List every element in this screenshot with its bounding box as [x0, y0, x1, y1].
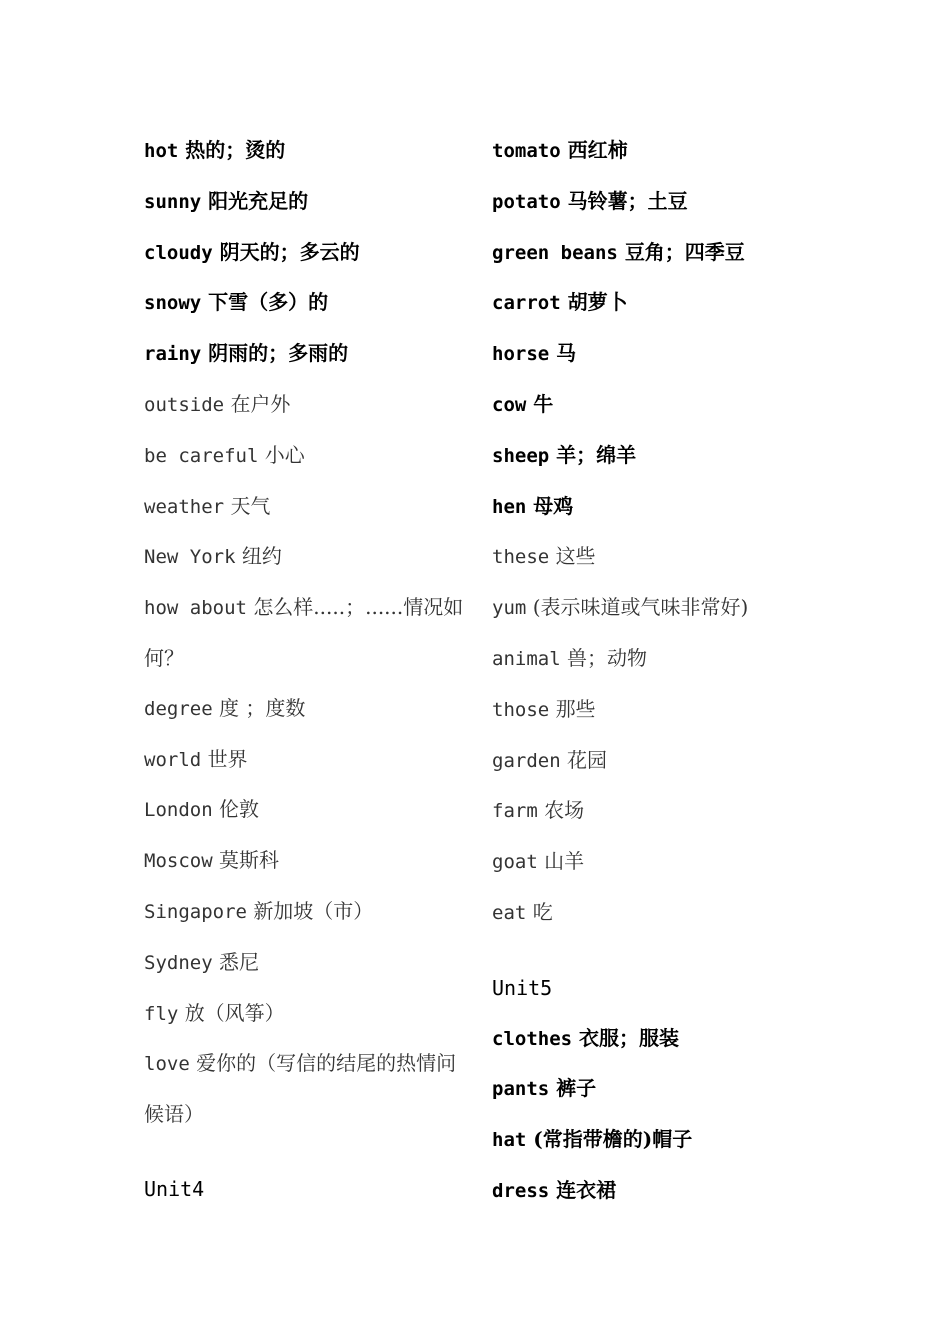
entry-english: snowy [144, 292, 202, 315]
entry-english: be careful [144, 444, 259, 467]
entry-chinese: 阴天的；多云的 [219, 239, 360, 264]
entry-english: garden [492, 749, 561, 772]
vocab-entry [144, 938, 474, 989]
entry-english: weather [144, 495, 225, 518]
entry-chinese: 世界 [207, 746, 248, 771]
entry-chinese: 吃 [532, 899, 553, 924]
vocab-entry [144, 532, 474, 583]
entry-english: New York [144, 546, 236, 569]
entry-chinese: 衣服；服装 [579, 1025, 680, 1050]
entry-chinese: 那些 [555, 696, 596, 721]
entry-english: yum [492, 597, 527, 620]
entry-chinese: 马 [556, 341, 577, 366]
entry-english: Sydney [144, 951, 213, 974]
vocab-entry [492, 329, 822, 380]
entry-chinese: 阴雨的；多雨的 [208, 341, 349, 366]
entry-english: degree [144, 697, 213, 720]
entry-chinese: 天气 [230, 493, 271, 518]
entry-chinese: 羊；绵羊 [556, 442, 637, 467]
entry-chinese: 裤子 [556, 1076, 597, 1101]
entry-chinese: 马铃薯；土豆 [567, 188, 688, 213]
entry-english: green beans [492, 241, 618, 264]
vocab-entry [144, 228, 474, 279]
entry-english: horse [492, 343, 550, 366]
entry-chinese: 在户外 [230, 391, 291, 416]
vocab-entry [144, 329, 474, 380]
entry-english: carrot [492, 292, 561, 315]
entry-english: love [144, 1053, 190, 1076]
entry-english: outside [144, 393, 225, 416]
vocab-entry [492, 1115, 822, 1166]
entry-chinese: 放（风筝） [184, 1000, 285, 1025]
entry-chinese: (常指带檐的)帽子 [533, 1127, 693, 1152]
vocab-entry [492, 837, 822, 888]
vocab-entry [144, 177, 474, 228]
entry-chinese: 新加坡（市） [253, 898, 374, 923]
vocab-entry [144, 126, 474, 177]
entry-chinese: 牛 [533, 391, 554, 416]
entry-english: these [492, 546, 550, 569]
vocab-entry [492, 380, 822, 431]
entry-chinese: 母鸡 [533, 493, 574, 518]
entry-chinese: 小心 [264, 442, 305, 467]
vocab-entry [144, 1039, 474, 1140]
entry-english: world [144, 748, 202, 771]
entry-english: sunny [144, 190, 202, 213]
entry-english: potato [492, 190, 561, 213]
entry-chinese: 怎么样.....；......情况如何？ [144, 595, 464, 670]
entry-chinese: 兽；动物 [567, 645, 647, 670]
vocab-entry [492, 126, 822, 177]
entry-english: tomato [492, 140, 561, 162]
vocab-entry [144, 380, 474, 431]
vocab-entry [492, 786, 822, 837]
entry-chinese: 纽约 [241, 544, 282, 569]
entry-chinese: 连衣裙 [556, 1177, 617, 1202]
vocab-entry [492, 1014, 822, 1065]
entry-english: cloudy [144, 241, 213, 264]
entry-chinese: 豆角；四季豆 [624, 239, 745, 264]
vocab-entry [144, 684, 474, 735]
entry-chinese: 胡萝卜 [567, 290, 628, 315]
unit-heading: Unit4 [144, 1176, 205, 1201]
entry-english: hat [492, 1129, 527, 1152]
vocab-entry [144, 887, 474, 938]
vocab-entry [144, 482, 474, 533]
entry-chinese: 度 ；度数 [219, 695, 306, 720]
entry-english: fly [144, 1002, 179, 1025]
entry-english: hen [492, 495, 527, 518]
vocab-entry [492, 532, 822, 583]
entry-english: clothes [492, 1027, 573, 1050]
entry-chinese: 下雪（多）的 [208, 290, 329, 315]
vocab-entry [144, 735, 474, 786]
vocab-entry [144, 785, 474, 836]
vocab-entry [492, 1064, 822, 1115]
entry-english: dress [492, 1179, 550, 1202]
entry-english: Moscow [144, 850, 213, 873]
vocab-entry [144, 431, 474, 482]
entry-chinese: 花园 [567, 747, 607, 772]
entry-chinese: 山羊 [544, 849, 585, 874]
vocab-entry [492, 431, 822, 482]
vocab-entry [492, 736, 822, 787]
entry-chinese: 这些 [555, 544, 596, 569]
entry-chinese: 西红柿 [567, 138, 628, 162]
vocab-entry [144, 989, 474, 1040]
vocab-entry [492, 177, 822, 228]
entry-english: hot [144, 140, 179, 162]
unit-heading: Unit5 [492, 975, 553, 1000]
entry-chinese: 爱你的（写信的结尾的热情问候语） [144, 1051, 457, 1127]
entry-chinese: 农场 [544, 798, 585, 823]
entry-chinese: 伦敦 [219, 797, 259, 822]
left-vocabulary-column [144, 126, 474, 1215]
entry-english: goat [492, 851, 538, 874]
entry-chinese: 悉尼 [219, 949, 259, 974]
entry-english: rainy [144, 343, 202, 366]
vocab-entry [492, 278, 822, 329]
entry-chinese: 阳光充足的 [208, 188, 309, 213]
entry-english: pants [492, 1078, 550, 1101]
vocab-entry [492, 685, 822, 736]
entry-english: London [144, 799, 213, 822]
vocab-entry [144, 583, 474, 684]
vocab-entry [492, 583, 822, 634]
entry-english: Singapore [144, 900, 247, 923]
entry-english: eat [492, 901, 527, 924]
vocab-entry [144, 836, 474, 887]
entry-english: animal [492, 647, 561, 670]
vocab-entry [144, 278, 474, 329]
vocab-entry [492, 482, 822, 533]
entry-english: farm [492, 800, 538, 823]
vocab-entry [492, 1166, 822, 1217]
entry-chinese: 热的；烫的 [185, 138, 286, 162]
entry-chinese: 莫斯科 [219, 848, 279, 873]
entry-english: how about [144, 597, 247, 620]
entry-chinese: (表示味道或气味非常好) [532, 595, 749, 620]
vocab-entry [492, 634, 822, 685]
vocab-entry [492, 228, 822, 279]
entry-english: cow [492, 393, 527, 416]
vocab-entry [492, 888, 822, 939]
right-vocabulary-column [492, 126, 822, 1217]
entry-english: those [492, 698, 550, 721]
entry-english: sheep [492, 444, 550, 467]
